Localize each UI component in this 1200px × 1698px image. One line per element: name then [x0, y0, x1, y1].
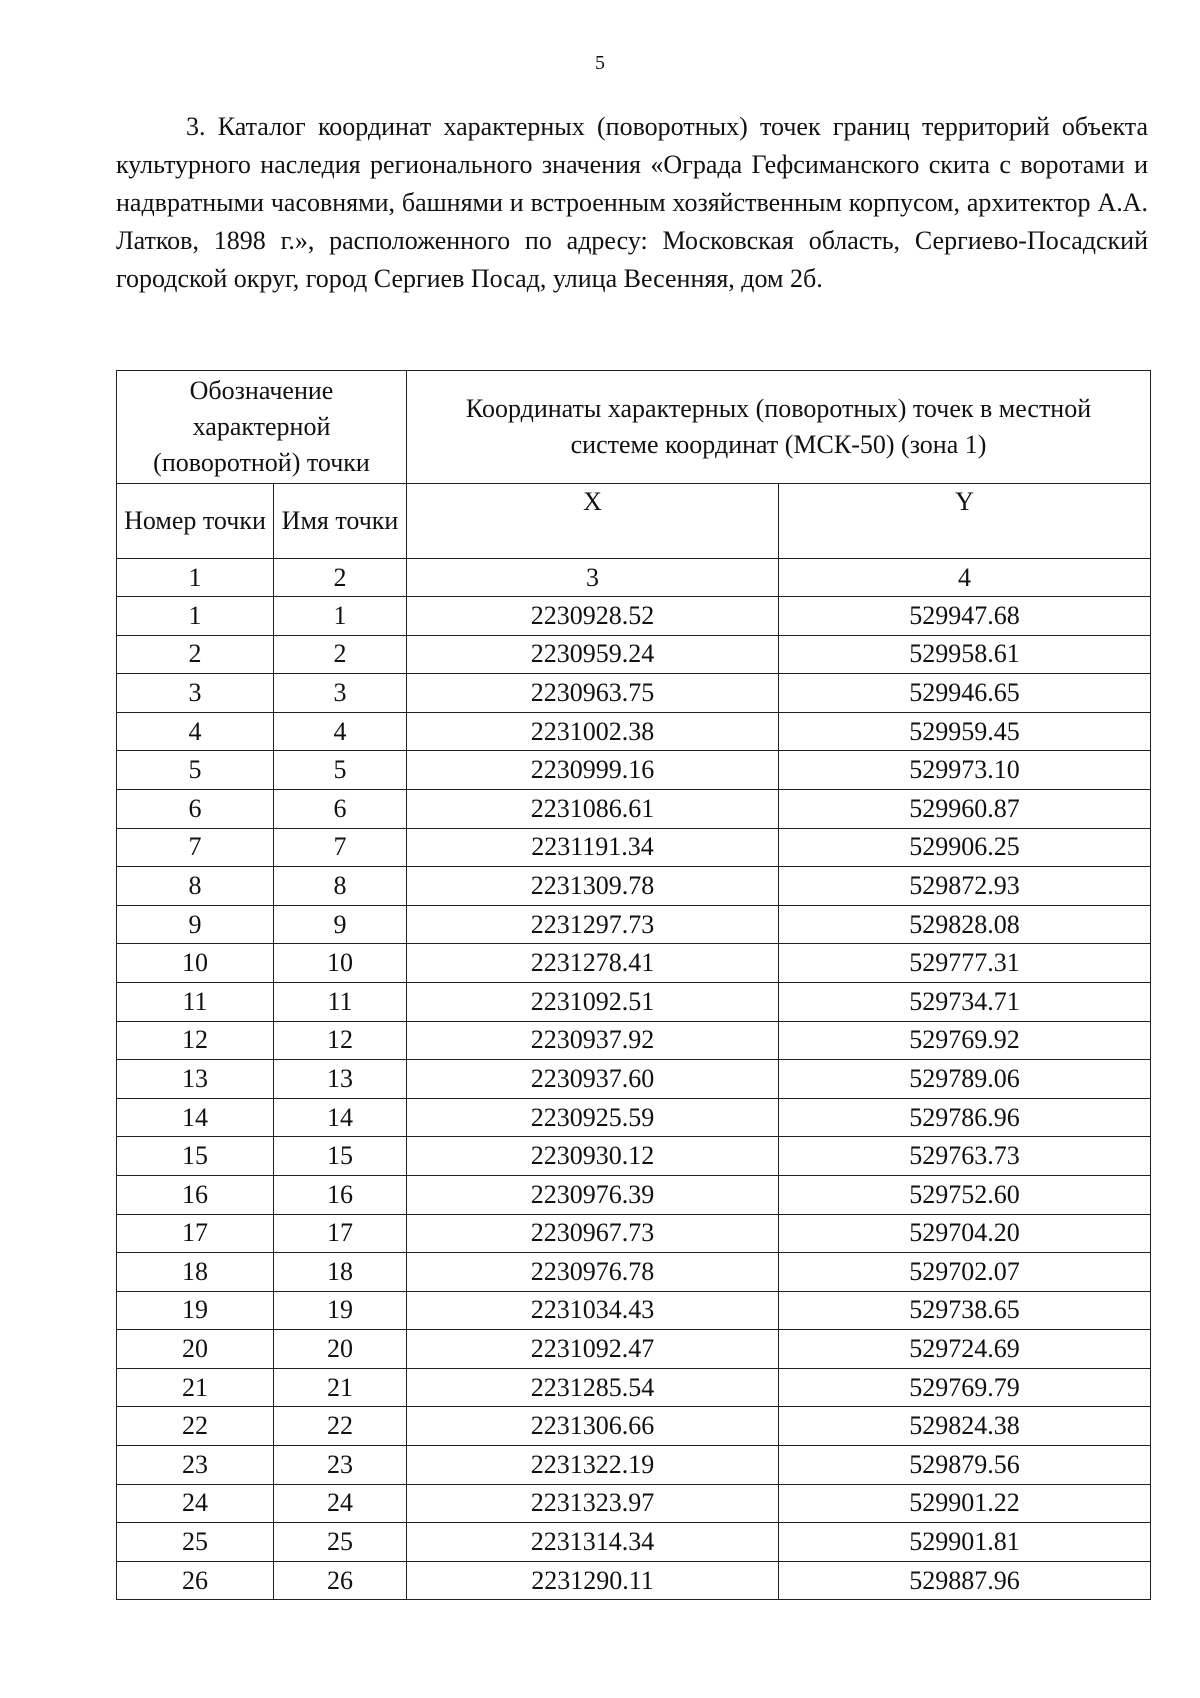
cell-x: 2231092.51	[407, 982, 779, 1021]
cell-point-name: 15	[274, 1137, 407, 1176]
cell-y: 529777.31	[779, 944, 1151, 983]
cell-point-number: 16	[117, 1175, 274, 1214]
header-x: X	[407, 484, 779, 559]
cell-point-name: 7	[274, 828, 407, 867]
table-row	[117, 944, 1151, 983]
cell-point-number: 5	[117, 751, 274, 790]
cell-y: 529946.65	[779, 674, 1151, 713]
table-row	[117, 1446, 1151, 1485]
header-y: Y	[779, 484, 1151, 559]
cell-point-name: 3	[274, 674, 407, 713]
column-number-cell: 2	[274, 559, 407, 597]
page-number: 5	[595, 52, 605, 74]
cell-point-name: 6	[274, 789, 407, 828]
table-row	[117, 1060, 1151, 1099]
cell-y: 529734.71	[779, 982, 1151, 1021]
column-number-cell: 4	[779, 559, 1151, 597]
cell-y: 529769.79	[779, 1368, 1151, 1407]
cell-y: 529947.68	[779, 597, 1151, 636]
cell-x: 2230930.12	[407, 1137, 779, 1176]
cell-y: 529724.69	[779, 1330, 1151, 1369]
cell-x: 2230925.59	[407, 1098, 779, 1137]
cell-point-number: 9	[117, 905, 274, 944]
cell-point-name: 20	[274, 1330, 407, 1369]
cell-x: 2230999.16	[407, 751, 779, 790]
cell-point-name: 23	[274, 1446, 407, 1485]
coordinates-table	[116, 370, 1151, 1600]
table-row	[117, 751, 1151, 790]
header-coordinates: Координаты характерных (поворотных) точек в местной системе координат (МСК-50) (зона 1)	[407, 371, 1151, 484]
cell-point-number: 18	[117, 1253, 274, 1292]
table-row	[117, 1523, 1151, 1562]
cell-y: 529786.96	[779, 1098, 1151, 1137]
cell-x: 2231306.66	[407, 1407, 779, 1446]
cell-x: 2231086.61	[407, 789, 779, 828]
cell-x: 2231323.97	[407, 1484, 779, 1523]
cell-y: 529959.45	[779, 712, 1151, 751]
column-numbers-row	[117, 559, 1151, 597]
cell-y: 529704.20	[779, 1214, 1151, 1253]
cell-point-name: 16	[274, 1175, 407, 1214]
cell-x: 2231092.47	[407, 1330, 779, 1369]
cell-point-number: 22	[117, 1407, 274, 1446]
table-row	[117, 1021, 1151, 1060]
cell-x: 2231290.11	[407, 1561, 779, 1600]
cell-point-name: 1	[274, 597, 407, 636]
cell-point-name: 2	[274, 635, 407, 674]
cell-y: 529960.87	[779, 789, 1151, 828]
cell-point-number: 1	[117, 597, 274, 636]
cell-point-name: 26	[274, 1561, 407, 1600]
cell-x: 2231309.78	[407, 867, 779, 906]
table-row	[117, 597, 1151, 636]
cell-y: 529828.08	[779, 905, 1151, 944]
cell-point-name: 8	[274, 867, 407, 906]
cell-y: 529789.06	[779, 1060, 1151, 1099]
cell-point-name: 22	[274, 1407, 407, 1446]
table-row	[117, 828, 1151, 867]
cell-y: 529702.07	[779, 1253, 1151, 1292]
cell-x: 2231191.34	[407, 828, 779, 867]
table-row	[117, 1407, 1151, 1446]
cell-x: 2231297.73	[407, 905, 779, 944]
cell-x: 2230976.39	[407, 1175, 779, 1214]
cell-point-number: 12	[117, 1021, 274, 1060]
cell-point-name: 4	[274, 712, 407, 751]
cell-x: 2230967.73	[407, 1214, 779, 1253]
cell-point-number: 4	[117, 712, 274, 751]
header-point-name: Имя точки	[274, 484, 407, 559]
table-row	[117, 789, 1151, 828]
section-number: 3.	[186, 112, 206, 141]
intro-paragraph	[116, 108, 1148, 298]
cell-y: 529901.81	[779, 1523, 1151, 1562]
cell-x: 2230937.92	[407, 1021, 779, 1060]
cell-point-number: 11	[117, 982, 274, 1021]
table-row	[117, 1561, 1151, 1600]
table-row	[117, 1098, 1151, 1137]
cell-point-name: 5	[274, 751, 407, 790]
header-designation: Обозначение характерной (поворотной) точки	[117, 371, 407, 484]
table-row	[117, 635, 1151, 674]
table-row	[117, 1175, 1151, 1214]
cell-y: 529824.38	[779, 1407, 1151, 1446]
cell-x: 2231034.43	[407, 1291, 779, 1330]
cell-point-name: 9	[274, 905, 407, 944]
cell-point-name: 24	[274, 1484, 407, 1523]
cell-x: 2231278.41	[407, 944, 779, 983]
table-row	[117, 712, 1151, 751]
table-row	[117, 1291, 1151, 1330]
cell-point-name: 25	[274, 1523, 407, 1562]
cell-point-name: 19	[274, 1291, 407, 1330]
cell-y: 529769.92	[779, 1021, 1151, 1060]
cell-y: 529872.93	[779, 867, 1151, 906]
cell-y: 529879.56	[779, 1446, 1151, 1485]
cell-point-number: 15	[117, 1137, 274, 1176]
table-row	[117, 1137, 1151, 1176]
cell-x: 2230928.52	[407, 597, 779, 636]
cell-point-number: 17	[117, 1214, 274, 1253]
cell-point-number: 6	[117, 789, 274, 828]
table-row	[117, 1330, 1151, 1369]
cell-x: 2230976.78	[407, 1253, 779, 1292]
cell-y: 529906.25	[779, 828, 1151, 867]
cell-point-number: 3	[117, 674, 274, 713]
cell-point-number: 8	[117, 867, 274, 906]
table-row	[117, 905, 1151, 944]
cell-x: 2231285.54	[407, 1368, 779, 1407]
cell-point-name: 12	[274, 1021, 407, 1060]
cell-y: 529763.73	[779, 1137, 1151, 1176]
cell-x: 2230959.24	[407, 635, 779, 674]
cell-y: 529901.22	[779, 1484, 1151, 1523]
cell-point-name: 18	[274, 1253, 407, 1292]
cell-point-number: 25	[117, 1523, 274, 1562]
cell-point-number: 23	[117, 1446, 274, 1485]
intro-text: Каталог координат характерных (поворотных) точек границ территорий объекта культурного наследия регионального значения «Ограда Гефсиманского скита с воротами и надвратными часовнями, башнями и встроенным хозяйственным корпусом, архитектор А.А. Латков, 1898 г.», расположенного по адресу: Московская область, Сергиево-Посадский городской округ, город Сергиев Посад, улица Весенняя, дом 2б.	[116, 112, 1149, 293]
cell-y: 529958.61	[779, 635, 1151, 674]
cell-x: 2230963.75	[407, 674, 779, 713]
cell-y: 529887.96	[779, 1561, 1151, 1600]
cell-point-name: 10	[274, 944, 407, 983]
cell-x: 2231322.19	[407, 1446, 779, 1485]
cell-point-number: 19	[117, 1291, 274, 1330]
column-number-cell: 3	[407, 559, 779, 597]
table-row	[117, 1214, 1151, 1253]
cell-point-number: 26	[117, 1561, 274, 1600]
table-row	[117, 1253, 1151, 1292]
cell-point-number: 20	[117, 1330, 274, 1369]
cell-point-name: 11	[274, 982, 407, 1021]
cell-point-name: 17	[274, 1214, 407, 1253]
table-subheader-row	[117, 484, 1151, 559]
cell-y: 529973.10	[779, 751, 1151, 790]
table-row	[117, 674, 1151, 713]
cell-point-number: 14	[117, 1098, 274, 1137]
table-row	[117, 867, 1151, 906]
cell-point-name: 21	[274, 1368, 407, 1407]
table-row	[117, 982, 1151, 1021]
cell-point-number: 2	[117, 635, 274, 674]
cell-x: 2231314.34	[407, 1523, 779, 1562]
cell-point-name: 14	[274, 1098, 407, 1137]
cell-x: 2231002.38	[407, 712, 779, 751]
cell-point-name: 13	[274, 1060, 407, 1099]
table-row	[117, 1484, 1151, 1523]
table-row	[117, 1368, 1151, 1407]
cell-point-number: 13	[117, 1060, 274, 1099]
cell-y: 529738.65	[779, 1291, 1151, 1330]
cell-point-number: 7	[117, 828, 274, 867]
cell-y: 529752.60	[779, 1175, 1151, 1214]
header-point-number: Номер точки	[117, 484, 274, 559]
cell-point-number: 21	[117, 1368, 274, 1407]
column-number-cell: 1	[117, 559, 274, 597]
cell-point-number: 24	[117, 1484, 274, 1523]
cell-x: 2230937.60	[407, 1060, 779, 1099]
cell-point-number: 10	[117, 944, 274, 983]
table-header-row	[117, 371, 1151, 484]
